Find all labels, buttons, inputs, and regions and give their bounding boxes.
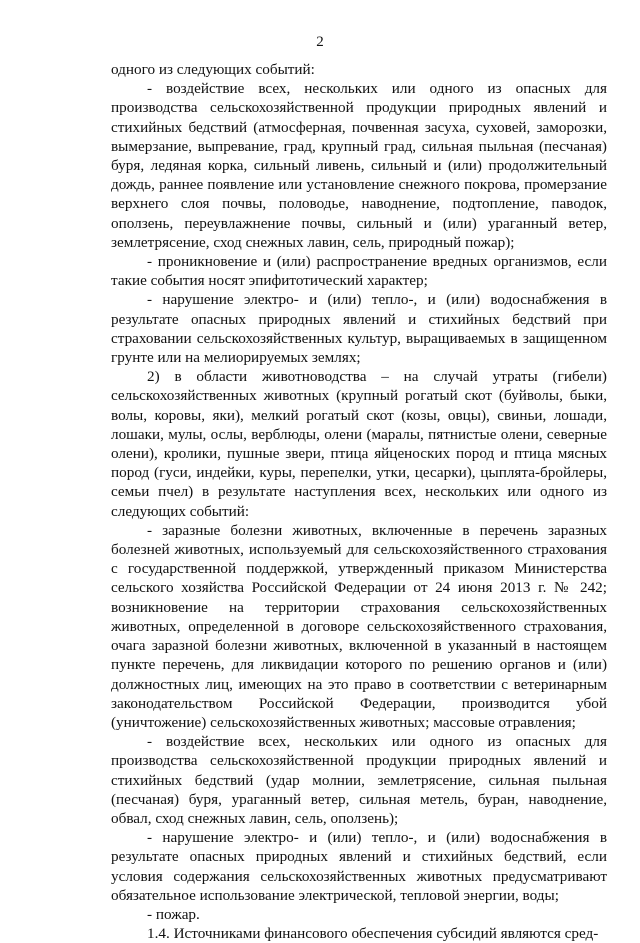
paragraph: - проникновение и (или) распространение вредных организмов, если такие события носят эпифитотический характер; xyxy=(111,253,607,290)
paragraph: - воздействие всех, нескольких или одного из опасных для производства сельскохозяйственной продукции природных явлений и стихийных бедствий (удар молнии, землетрясение, сильная пыльная (песчаная) буря, ураганный ветер, сильная метель, буран, наводнение, обвал, сход снежных лавин, сель, оползень); xyxy=(111,733,607,827)
paragraph: 2) в области животноводства – на случай утраты (гибели) сельскохозяйственных животных (крупный рогатый скот (буйволы, быки, волы, коровы, яки), мелкий рогатый скот (козы, овцы), свиньи, лошади, лошаки, мулы, ослы, верблюды, олени (маралы, пятнистые олени, северные олени), кролики, пушные звери, птица яйценоских пород и птица мясных пород (гуси, индейки, куры, перепелки, утки, цесарки), цыплята-бройлеры, семьи пчел) в результате наступления всех, нескольких или одного из следующих событий: xyxy=(111,368,607,520)
paragraph: - нарушение электро- и (или) тепло-, и (или) водоснабжения в результате опасных природных явлений и стихийных бедствий при страховании сельскохозяйственных культур, выращиваемых в защищенном грунте или на мелиорируемых землях; xyxy=(111,291,607,367)
document-body xyxy=(111,60,607,943)
paragraph: - воздействие всех, нескольких или одного из опасных для производства сельскохозяйственной продукции природных явлений и стихийных бедствий (атмосферная, почвенная засуха, суховей, заморозки, вымерзание, выпревание, град, крупный град, сильная пыльная (песчаная) буря, ледяная корка, сильный ливень, сильный и (или) продолжительный дождь, раннее появление или установление снежного покрова, промерзание верхнего слоя почвы, половодье, наводнение, подтопление, паводок, оползень, переувлажнение почвы, сильный и (или) ураганный ветер, землетрясение, сход снежных лавин, сель, природный пожар); xyxy=(111,80,607,251)
paragraph: - заразные болезни животных, включенные в перечень заразных болезней животных, используемый для сельскохозяйственного страхования с государственной поддержкой, утвержденный приказом Министерства сельского хозяйства Российской Федерации от 24 июня 2013 г. № 242; возникновение на территории страхования сельскохозяйственных животных, определенной в договоре сельскохозяйственного страхования, очага заразной болезни животных, включенной в указанный в настоящем пункте перечень, для ликвидации которого по решению органов и (или) должностных лиц, имеющих на это право в соответствии с ветеринарным законодательством Российской Федерации, производится убой (уничтожение) сельскохозяйственных животных; массовые отравления; xyxy=(111,521,607,731)
paragraph: - пожар. xyxy=(147,905,200,923)
paragraph: - нарушение электро- и (или) тепло-, и (или) водоснабжения в результате опасных природных явлений и стихийных бедствий, если условия содержания сельскохозяйственных животных предусматривают обязательное использование электрической, тепловой энергии, воды; xyxy=(111,829,607,904)
page-number: 2 xyxy=(316,34,324,50)
paragraph: 1.4. Источниками финансового обеспечения субсидий являются сред- xyxy=(147,925,599,943)
paragraph: одного из следующих событий: xyxy=(111,61,315,78)
